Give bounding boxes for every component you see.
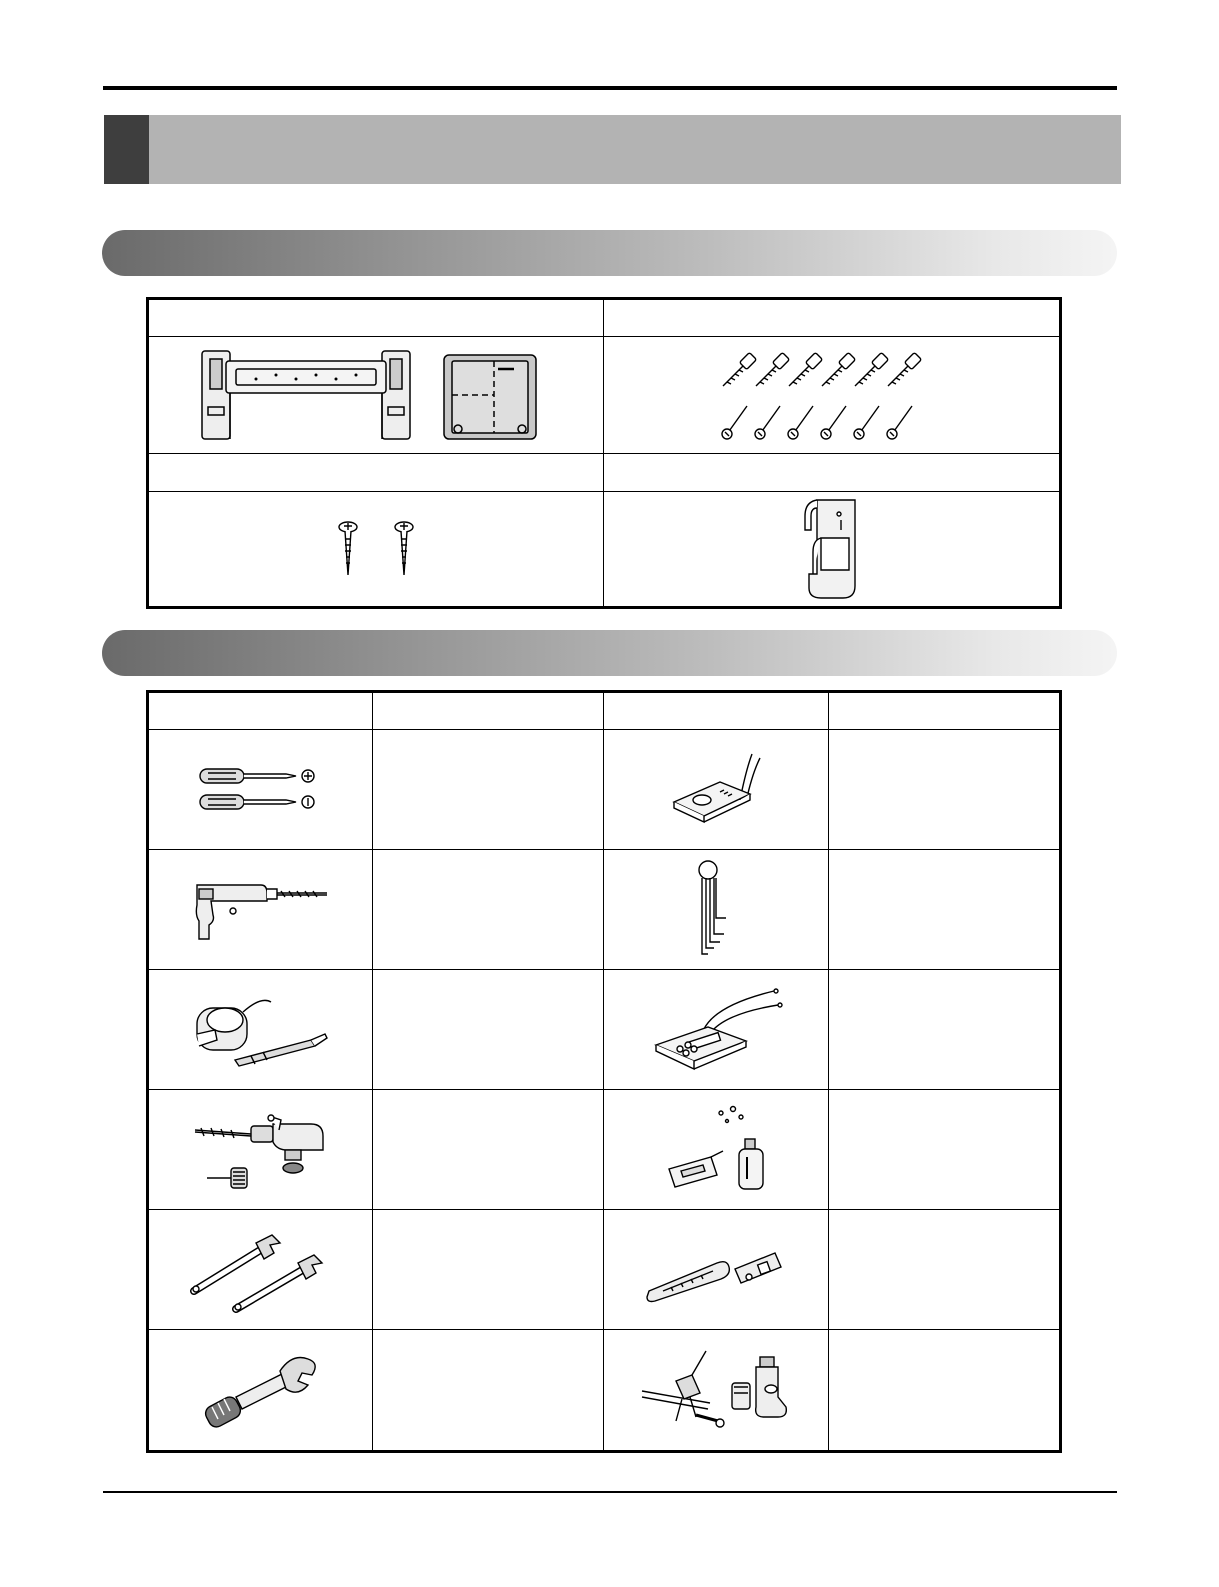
- accessory-label-remote-holder: [604, 454, 1061, 492]
- tool-name-screwdrivers: [373, 730, 604, 850]
- tool-name-ammeter: [829, 970, 1061, 1090]
- tool-cell-pipe-cutter: [604, 1330, 829, 1452]
- remote-screws-icon: [326, 519, 426, 579]
- title-tab: [104, 115, 149, 184]
- tool-name-spanners: [373, 1210, 604, 1330]
- tool-cell-tape-measure-knife: [148, 970, 373, 1090]
- tool-cell-spanners: [148, 1210, 373, 1330]
- gas-leak-detector-icon: [661, 1105, 771, 1195]
- electric-drill-icon: [191, 875, 331, 945]
- tool-name-hex-key-set: [829, 850, 1061, 970]
- tools-section-bar: [102, 630, 1117, 676]
- remote-screws-cell: [148, 492, 604, 608]
- hole-core-drill-icon: [191, 1110, 331, 1190]
- accessories-section-bar: [102, 230, 1117, 276]
- tool-name-tape-measure-knife: [373, 970, 604, 1090]
- tool-name-pipe-cutter: [829, 1330, 1061, 1452]
- hex-key-set-icon: [686, 860, 746, 960]
- tool-cell-thermometer: [604, 730, 829, 850]
- tools-table: [146, 690, 1062, 1453]
- flaring-tool-set-icon: [641, 1235, 791, 1305]
- title-banner: [104, 115, 1121, 184]
- accessory-label-installation-plate: [148, 299, 604, 337]
- tools-header-name-2: [829, 692, 1061, 730]
- tool-name-hole-core-drill: [373, 1090, 604, 1210]
- tools-header-name-1: [373, 692, 604, 730]
- pipe-cutter-icon: [636, 1345, 796, 1435]
- tool-cell-electric-drill: [148, 850, 373, 970]
- installation-plate-cell: [148, 337, 604, 454]
- tools-header-figure-1: [148, 692, 373, 730]
- tool-cell-ammeter: [604, 970, 829, 1090]
- tool-name-torque-wrench: [373, 1330, 604, 1452]
- anchors-and-screws-icon: [717, 350, 947, 440]
- remote-holder-icon: [797, 494, 867, 604]
- tape-measure-and-knife-icon: [191, 990, 331, 1070]
- tools-header-figure-2: [604, 692, 829, 730]
- screwdrivers-icon: [196, 763, 326, 817]
- bottom-rule: [103, 1491, 1117, 1493]
- tool-cell-gas-leak-detector: [604, 1090, 829, 1210]
- ammeter-icon: [646, 985, 786, 1075]
- accessories-table: [146, 297, 1062, 609]
- installation-plate-and-template-icon: [196, 345, 556, 445]
- tool-cell-hex-key-set: [604, 850, 829, 970]
- top-rule: [103, 86, 1117, 90]
- accessory-label-anchors-screws: [604, 299, 1061, 337]
- accessory-label-remote-screws: [148, 454, 604, 492]
- anchors-screws-cell: [604, 337, 1061, 454]
- tool-name-thermometer: [829, 730, 1061, 850]
- tool-name-electric-drill: [373, 850, 604, 970]
- tool-name-flaring-tool-set: [829, 1210, 1061, 1330]
- thermometer-icon: [666, 750, 766, 830]
- tool-cell-screwdrivers: [148, 730, 373, 850]
- tool-name-gas-leak-detector: [829, 1090, 1061, 1210]
- tool-cell-flaring-tool-set: [604, 1210, 829, 1330]
- remote-holder-cell: [604, 492, 1061, 608]
- tool-cell-torque-wrench: [148, 1330, 373, 1452]
- torque-wrench-icon: [196, 1345, 326, 1435]
- tool-cell-hole-core-drill: [148, 1090, 373, 1210]
- spanners-icon: [186, 1225, 336, 1315]
